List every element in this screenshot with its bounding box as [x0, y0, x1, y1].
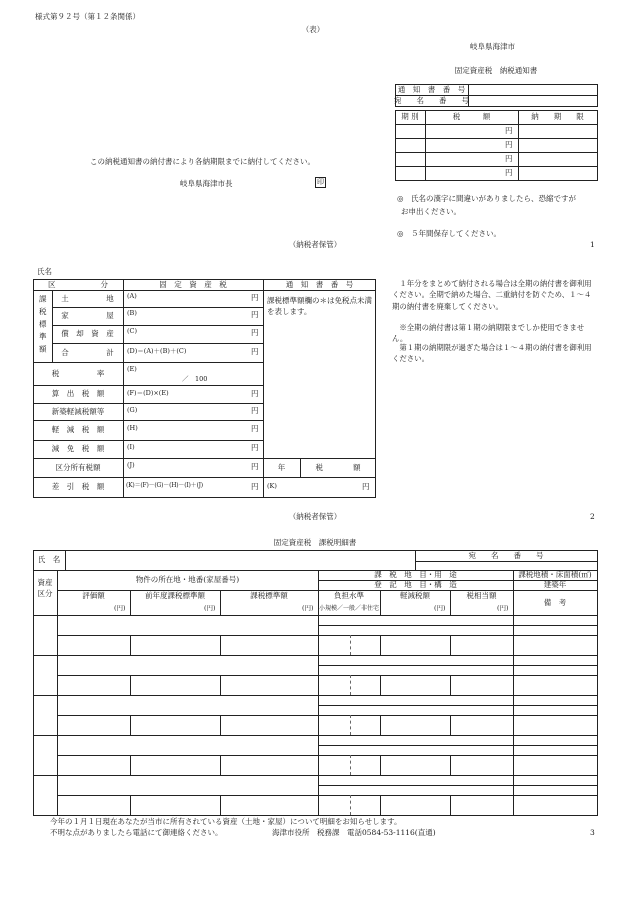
table-rule — [513, 655, 514, 695]
table-rule — [130, 755, 131, 775]
row-code: (J) — [127, 461, 135, 469]
table-rule — [130, 715, 131, 735]
table-rule — [57, 570, 58, 815]
table-rule — [350, 715, 351, 735]
table-rule — [220, 635, 221, 655]
row-unit: 円 — [251, 347, 259, 356]
table-rule — [415, 561, 597, 562]
burden-level-header: 負担水準 — [334, 591, 364, 601]
yen-unit: 円 — [505, 126, 513, 135]
row-unit: 円 — [251, 482, 259, 491]
row-code: (G) — [127, 406, 138, 414]
table-rule — [513, 735, 514, 775]
table-rule — [380, 795, 381, 815]
row-label-new-build-reduction: 新築軽減税額等 — [51, 406, 105, 416]
burden-level-subheader: 小規模／一般／非住宅 — [318, 604, 379, 612]
unit-yen: (円) — [434, 604, 446, 612]
table-rule — [513, 695, 514, 735]
table-rule — [318, 695, 319, 735]
reduction-header: 軽減税額 — [400, 591, 430, 601]
yen-unit: 円 — [505, 140, 513, 149]
payment-instruction: この納税通知書の納付書により各納期限までに納付してください。 — [90, 157, 315, 166]
tax-land-use-header: 課 税 地 目・用 途 — [374, 570, 457, 580]
tax-office-contact: 海津市役所 税務課 電話0584-53-1116(直通) — [272, 828, 436, 837]
row-unit: 円 — [251, 443, 259, 452]
seal-box: 印 — [317, 178, 324, 186]
table-rule — [57, 675, 597, 676]
table-rule — [513, 775, 514, 815]
detail-footer-contact-note: 不明な点がありましたら電話にて御連絡ください。 — [50, 828, 223, 837]
header-category: 区 分 — [48, 279, 108, 289]
payment-header-due: 納 期 限 — [531, 112, 584, 122]
unit-yen: (円) — [204, 604, 216, 612]
table-rule — [220, 715, 221, 735]
table-rule — [380, 675, 381, 695]
table-rule — [318, 775, 319, 815]
area-header: 課税地積・床面積(㎡) — [518, 570, 592, 580]
table-rule — [65, 550, 66, 570]
yen-unit: 円 — [505, 168, 513, 177]
table-rule — [220, 755, 221, 775]
table-rule — [450, 715, 451, 735]
table-rule — [380, 635, 381, 655]
row-label-unit-ownership: 区分所有税額 — [55, 462, 101, 472]
row-label-exemption: 減 免 税 額 — [51, 444, 105, 454]
table-rule — [123, 279, 124, 498]
remarks-header: 備 考 — [543, 597, 567, 607]
form-number: 様式第９２号（第１２条関係） — [35, 12, 140, 21]
full-year-payment-note: １年分をまとめて納付される場合は全期の納付書を御利用ください。全期で納めた場合、二重納付を防ぐため、１～４期の納付書を廃棄してください。 — [392, 279, 592, 311]
row-unit: 円 — [251, 293, 259, 302]
detail-title: 固定資産税 課税明細書 — [273, 538, 357, 548]
table-rule — [350, 795, 351, 815]
detail-name-label: 氏 名 — [37, 555, 61, 565]
table-rule — [220, 675, 221, 695]
after-due-date-note: 第１期の納期限が過ぎた場合は１～４期の納付書を御利用ください。 — [392, 343, 592, 364]
table-rule — [450, 635, 451, 655]
row-label-depreciable: 償 却 資 産 — [61, 329, 114, 339]
tax-equivalent-header: 税相当額 — [466, 591, 497, 601]
detail-address-number-label: 宛 名 番 号 — [468, 550, 544, 560]
exemption-note: 課税標準額欄の＊は免税点未満を表します。 — [267, 296, 372, 317]
row-code: (D)＝(A)＋(B)＋(C) — [127, 347, 187, 355]
row-label-land: 土 地 — [61, 293, 114, 303]
unit-yen: (円) — [302, 604, 314, 612]
row-unit: 円 — [251, 406, 259, 415]
notice-number-label: 通 知 書 番 号 — [397, 84, 466, 94]
table-rule — [57, 755, 597, 756]
asset-type-label-1: 資産 — [37, 577, 53, 587]
retention-note: ◎ ５年間保存してください。 — [397, 229, 502, 238]
name-label: 氏名 — [37, 267, 52, 276]
name-check-note-cont: お申出ください。 — [401, 207, 461, 216]
row-label-net-tax: 差 引 税 額 — [51, 482, 105, 492]
header-fixed-asset-tax: 固 定 資 産 税 — [159, 279, 227, 289]
table-rule — [380, 715, 381, 735]
tax-base-vertical-label: 課税標準額 — [38, 294, 48, 358]
row-code: (B) — [127, 309, 137, 317]
mayor-name: 岐阜県海津市長 — [180, 179, 233, 188]
taxpayer-copy-label: （納税者保管） — [288, 512, 342, 522]
location-header: 物件の所在地・地番(家屋番号) — [135, 575, 240, 585]
row-label-reduction: 軽 減 税 額 — [51, 425, 105, 435]
table-rule — [318, 665, 597, 666]
table-rule — [130, 675, 131, 695]
unit-yen: (円) — [114, 604, 126, 612]
table-rule — [450, 755, 451, 775]
table-rule — [380, 755, 381, 775]
tax-cell: 税 額 — [315, 462, 361, 472]
tax-rate-denominator: ／ 100 — [182, 375, 208, 383]
row-unit: 円 — [251, 310, 259, 319]
row-unit: 円 — [251, 389, 259, 398]
side-label: （表） — [301, 25, 325, 35]
assessed-value-header: 評価額 — [82, 591, 105, 601]
row-code: (C) — [127, 327, 138, 335]
row-unit: 円 — [251, 462, 259, 471]
city-name: 岐阜県海津市 — [470, 42, 515, 51]
k-unit: 円 — [362, 482, 370, 491]
table-rule — [318, 625, 597, 626]
table-rule — [220, 795, 221, 815]
registered-land-structure-header: 登 記 地 目・構 造 — [374, 580, 457, 590]
table-rule — [350, 635, 351, 655]
page-number: 3 — [590, 828, 595, 837]
prev-tax-base-header: 前年度課税標準額 — [145, 591, 205, 601]
row-label-total: 合 計 — [61, 347, 114, 357]
yen-unit: 円 — [505, 154, 513, 163]
table-rule — [318, 785, 597, 786]
taxpayer-copy-label: （納税者保管） — [288, 240, 342, 250]
page-number: 2 — [590, 512, 595, 521]
table-rule — [57, 715, 597, 716]
table-rule — [350, 675, 351, 695]
detail-footer-note: 今年の１月１日現在あなたが当市に所有されている資産（土地・家屋）について明細をお知らせします。 — [50, 817, 402, 826]
row-unit: 円 — [251, 424, 259, 433]
table-rule — [450, 675, 451, 695]
table-rule — [513, 615, 514, 655]
row-label-tax-rate: 税 率 — [51, 368, 105, 378]
row-code: (I) — [127, 443, 135, 451]
table-rule — [130, 795, 131, 815]
year-cell: 年 — [277, 462, 286, 472]
page-number: 1 — [590, 240, 595, 249]
row-code: (A) — [127, 292, 137, 300]
full-period-slip-note: ※全期の納付書は第１期の納期限までしか使用できません。 — [392, 323, 585, 344]
table-rule — [57, 795, 597, 796]
row-code: (E) — [127, 365, 137, 373]
table-rule — [318, 745, 597, 746]
table-rule — [350, 755, 351, 775]
table-rule — [318, 655, 319, 695]
built-year-header: 建築年 — [543, 580, 567, 590]
table-rule — [450, 795, 451, 815]
row-code: (F)＝(D)×(E) — [127, 389, 169, 397]
tax-base-header: 課税標準額 — [250, 591, 288, 601]
header-notice-number: 通 知 書 番 号 — [285, 279, 354, 289]
notice-title: 固定資産税 納税通知書 — [454, 66, 538, 76]
table-rule — [318, 735, 319, 775]
row-code: (H) — [127, 424, 138, 432]
row-label-house: 家 屋 — [61, 311, 114, 321]
table-rule — [57, 635, 597, 636]
row-label-computed-tax: 算 出 税 額 — [51, 389, 105, 399]
k-code: (K) — [267, 482, 277, 490]
payment-header-period: 期 別 — [401, 112, 419, 122]
name-check-note: ◎ 氏名の漢字に間違いがありましたら、恐縮ですが — [397, 194, 577, 203]
unit-yen: (円) — [497, 604, 509, 612]
table-rule — [130, 635, 131, 655]
address-number-label: 宛 名 番 号 — [394, 95, 469, 105]
table-rule — [318, 615, 319, 655]
row-code: (K)＝(F)－(G)－(H)－(I)＋(J) — [126, 482, 203, 489]
row-unit: 円 — [251, 328, 259, 337]
asset-type-label-2: 区分 — [37, 588, 53, 598]
payment-header-amount: 税 額 — [452, 112, 491, 122]
table-rule — [318, 705, 597, 706]
